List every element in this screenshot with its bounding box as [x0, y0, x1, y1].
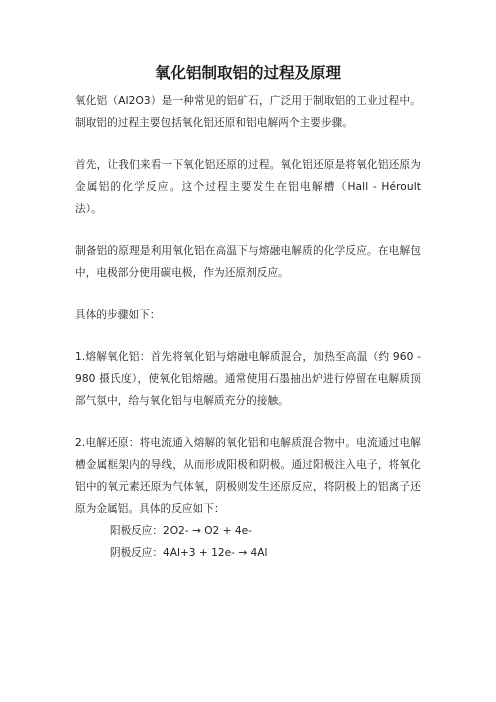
principle-paragraph: 制备铝的原理是利用氧化铝在高温下与熔融电解质的化学反应。在电解包中，电极部分使用碳电极，作为还原剂反应。 — [75, 245, 421, 279]
cathode-reaction: 阴极反应：4Al+3 + 12e- → 4Al — [110, 547, 268, 559]
step-2-paragraph: 2.电解还原：将电流通入熔解的氧化铝和电解质混合物中。电流通过电解槽金属框架内的导线，从而形成阳极和阴极。通过阳极注入电子，将氧化铝中的氧元素还原为气体氧，阴极则发生还原反应，将阴极上的铝离子还原为金属铝。具体的反应如下： — [75, 437, 421, 515]
reduction-paragraph: 首先，让我们来看一下氧化铝还原的过程。氧化铝还原是将氧化铝还原为金属铝的化学反应。这个过程主要发生在铝电解槽（Hall - Héroult 法）。 — [75, 159, 421, 215]
step-1-paragraph: 1.熔解氧化铝：首先将氧化铝与熔融电解质混合，加热至高温（约 960 - 980 摄氏度），使氧化铝熔融。通常使用石墨抽出炉进行停留在电解质顶部气氛中，给与氧化铝与电解质充分的接触。 — [75, 351, 421, 407]
steps-heading: 具体的步骤如下： — [75, 309, 161, 321]
anode-reaction: 阳极反应：2O2- → O2 + 4e- — [110, 525, 252, 537]
intro-paragraph: 氧化铝（Al2O3）是一种常见的铝矿石，广泛用于制取铝的工业过程中。制取铝的过程主要包括氧化铝还原和铝电解两个主要步骤。 — [75, 95, 421, 129]
document-title: 氧化铝制取铝的过程及原理 — [154, 64, 341, 82]
